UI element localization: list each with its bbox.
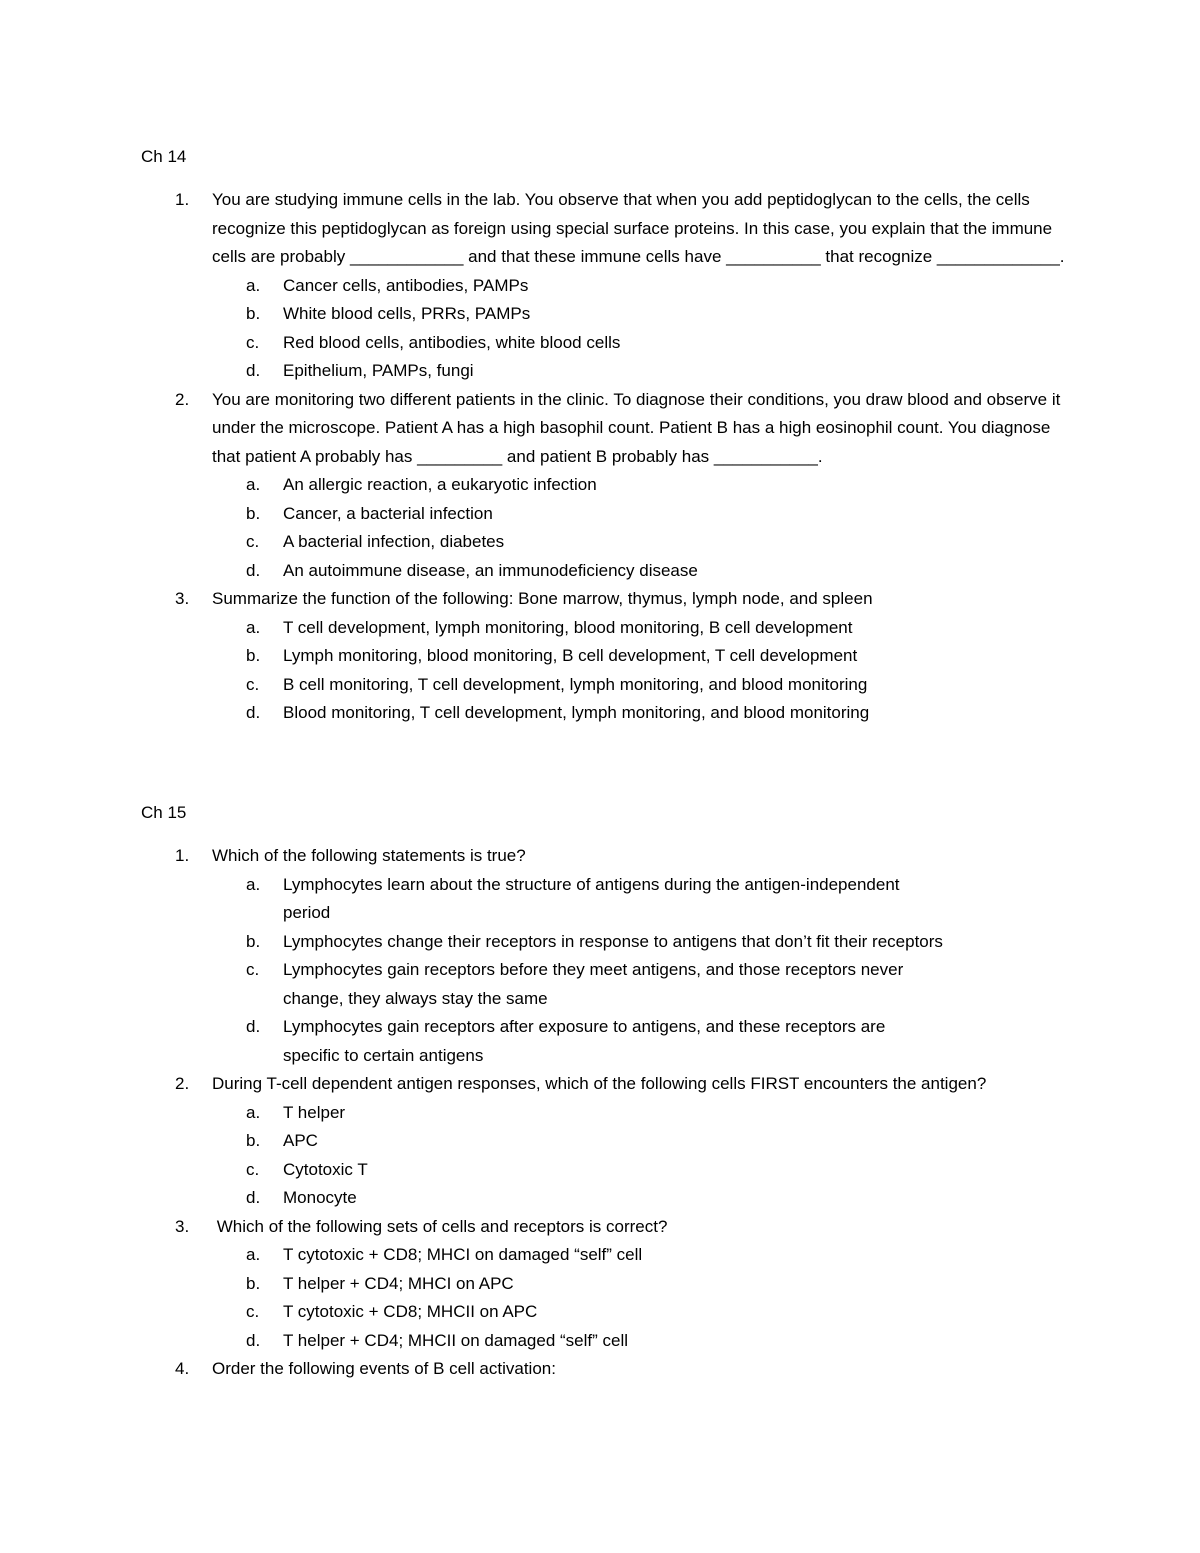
option-text: Red blood cells, antibodies, white blood cells [283, 332, 621, 352]
option-list [212, 871, 1070, 1071]
option-letter: d. [246, 560, 261, 580]
question-number: 3. [175, 1216, 190, 1236]
question-ch15-2 [0, 1070, 1200, 1213]
option-a [0, 1099, 1070, 1128]
option-text: T cytotoxic + CD8; MHCII on APC [283, 1302, 538, 1321]
option-letter: d. [246, 361, 261, 380]
option-letter: a. [246, 275, 261, 295]
question-text: During T-cell dependent antigen responses, which of the following cells FIRST encounters the antigen? [212, 1074, 987, 1093]
option-list [212, 272, 1070, 386]
option-text: APC [283, 1131, 318, 1150]
option-text: White blood cells, PRRs, PAMPs [283, 304, 531, 323]
option-text: T cytotoxic + CD8; MHCI on damaged “self” cell [283, 1245, 643, 1264]
option-d [0, 1327, 1070, 1356]
option-text: Cytotoxic T [283, 1159, 368, 1179]
option-a [0, 871, 1070, 928]
option-letter: c. [246, 532, 260, 551]
option-list [212, 471, 1070, 585]
question-text: Order the following events of B cell activation: [212, 1359, 556, 1378]
option-text: A bacterial infection, diabetes [283, 532, 505, 551]
option-list [212, 1241, 1070, 1355]
option-list [212, 1099, 1070, 1213]
option-text: Lymphocytes change their receptors in response to antigens that don’t fit their receptors [283, 931, 943, 951]
question-number: 2. [175, 389, 190, 409]
option-list [212, 614, 1070, 728]
option-text: Lymphocytes gain receptors after exposure to antigens, and these receptors are specific to certain antigens [283, 1017, 886, 1065]
option-letter: b. [246, 304, 261, 323]
section-title-ch14: Ch 14 [141, 147, 187, 166]
option-text: Lymph monitoring, blood monitoring, B cell development, T cell development [283, 646, 858, 665]
question-list-ch15 [0, 842, 1200, 1384]
option-text: Lymphocytes gain receptors before they meet antigens, and those receptors never change, they always stay the same [283, 960, 904, 1008]
question-list-ch14 [0, 186, 1200, 728]
option-text: Cancer cells, antibodies, PAMPs [283, 275, 529, 295]
option-d [0, 357, 1070, 386]
question-number: 2. [175, 1074, 190, 1093]
option-c [0, 329, 1070, 358]
question-ch15-1 [0, 842, 1200, 1070]
question-ch14-3 [0, 585, 1200, 728]
option-text: T helper + CD4; MHCI on APC [283, 1273, 514, 1293]
option-text: Blood monitoring, T cell development, lymph monitoring, and blood monitoring [283, 703, 870, 722]
option-b [0, 1127, 1070, 1156]
option-letter: d. [246, 1330, 261, 1350]
option-b [0, 928, 1200, 957]
option-c [0, 1298, 1070, 1327]
question-number: 4. [175, 1359, 190, 1378]
section-title-ch15: Ch 15 [141, 803, 187, 822]
option-b [0, 300, 1070, 329]
option-letter: d. [246, 1017, 261, 1036]
option-d [0, 1013, 1070, 1070]
question-number: 1. [175, 190, 190, 209]
option-letter: b. [246, 1131, 261, 1150]
option-letter: c. [246, 674, 260, 694]
question-ch14-2 [0, 386, 1200, 586]
option-letter: d. [246, 703, 261, 722]
option-d [0, 699, 1070, 728]
question-text: You are studying immune cells in the lab. You observe that when you add peptidoglycan to the cells, the cells recognize this peptidoglycan as foreign using special surface proteins. In this case, you explain that the immune cells are probably ____________ and that these immune cells have __________ that recognize _____________. [212, 190, 1065, 266]
question-number: 3. [175, 589, 190, 608]
question-ch15-4 [0, 1355, 1200, 1384]
option-text: T cell development, lymph monitoring, blood monitoring, B cell development [283, 617, 853, 637]
option-text: T helper + CD4; MHCII on damaged “self” cell [283, 1330, 629, 1350]
option-b [0, 642, 1070, 671]
option-text: Cancer, a bacterial infection [283, 503, 493, 523]
question-ch15-3 [0, 1213, 1200, 1356]
option-letter: a. [246, 617, 261, 637]
option-letter: c. [246, 960, 260, 979]
option-a [0, 614, 1070, 643]
question-number: 1. [175, 846, 190, 865]
option-text: An autoimmune disease, an immunodeficiency disease [283, 560, 698, 580]
question-text: Which of the following sets of cells and receptors is correct? [212, 1216, 668, 1236]
option-b [0, 1270, 1070, 1299]
option-letter: a. [246, 874, 261, 894]
option-text: B cell monitoring, T cell development, lymph monitoring, and blood monitoring [283, 674, 868, 694]
option-a [0, 471, 1070, 500]
option-text: An allergic reaction, a eukaryotic infection [283, 475, 597, 494]
option-letter: b. [246, 931, 261, 951]
option-a [0, 272, 1070, 301]
option-text: T helper [283, 1102, 346, 1122]
option-letter: c. [246, 332, 260, 352]
question-text: You are monitoring two different patients in the clinic. To diagnose their conditions, you draw blood and observe it under the microscope. Patient A has a high basophil count. Patient B has a high eosinophil count. You diagnose that patient A probably has _________ and patient B probably has ___________. [212, 389, 1061, 466]
option-text: Monocyte [283, 1188, 357, 1207]
option-letter: a. [246, 1245, 261, 1264]
option-c [0, 956, 1070, 1013]
option-b [0, 500, 1070, 529]
option-letter: b. [246, 503, 261, 523]
option-text: Epithelium, PAMPs, fungi [283, 361, 474, 380]
option-d [0, 557, 1070, 586]
option-letter: a. [246, 475, 261, 494]
option-c [0, 671, 1070, 700]
question-text: Which of the following statements is true? [212, 846, 526, 865]
question-ch14-1 [0, 186, 1200, 386]
option-text: Lymphocytes learn about the structure of antigens during the antigen-independent period [283, 874, 900, 922]
option-letter: b. [246, 646, 261, 665]
option-letter: a. [246, 1102, 261, 1122]
option-letter: b. [246, 1273, 261, 1293]
option-letter: c. [246, 1159, 260, 1179]
option-d [0, 1184, 1070, 1213]
option-c [0, 528, 1070, 557]
option-a [0, 1241, 1070, 1270]
option-letter: d. [246, 1188, 261, 1207]
option-c [0, 1156, 1070, 1185]
question-text: Summarize the function of the following: Bone marrow, thymus, lymph node, and spleen [212, 589, 873, 608]
option-letter: c. [246, 1302, 260, 1321]
